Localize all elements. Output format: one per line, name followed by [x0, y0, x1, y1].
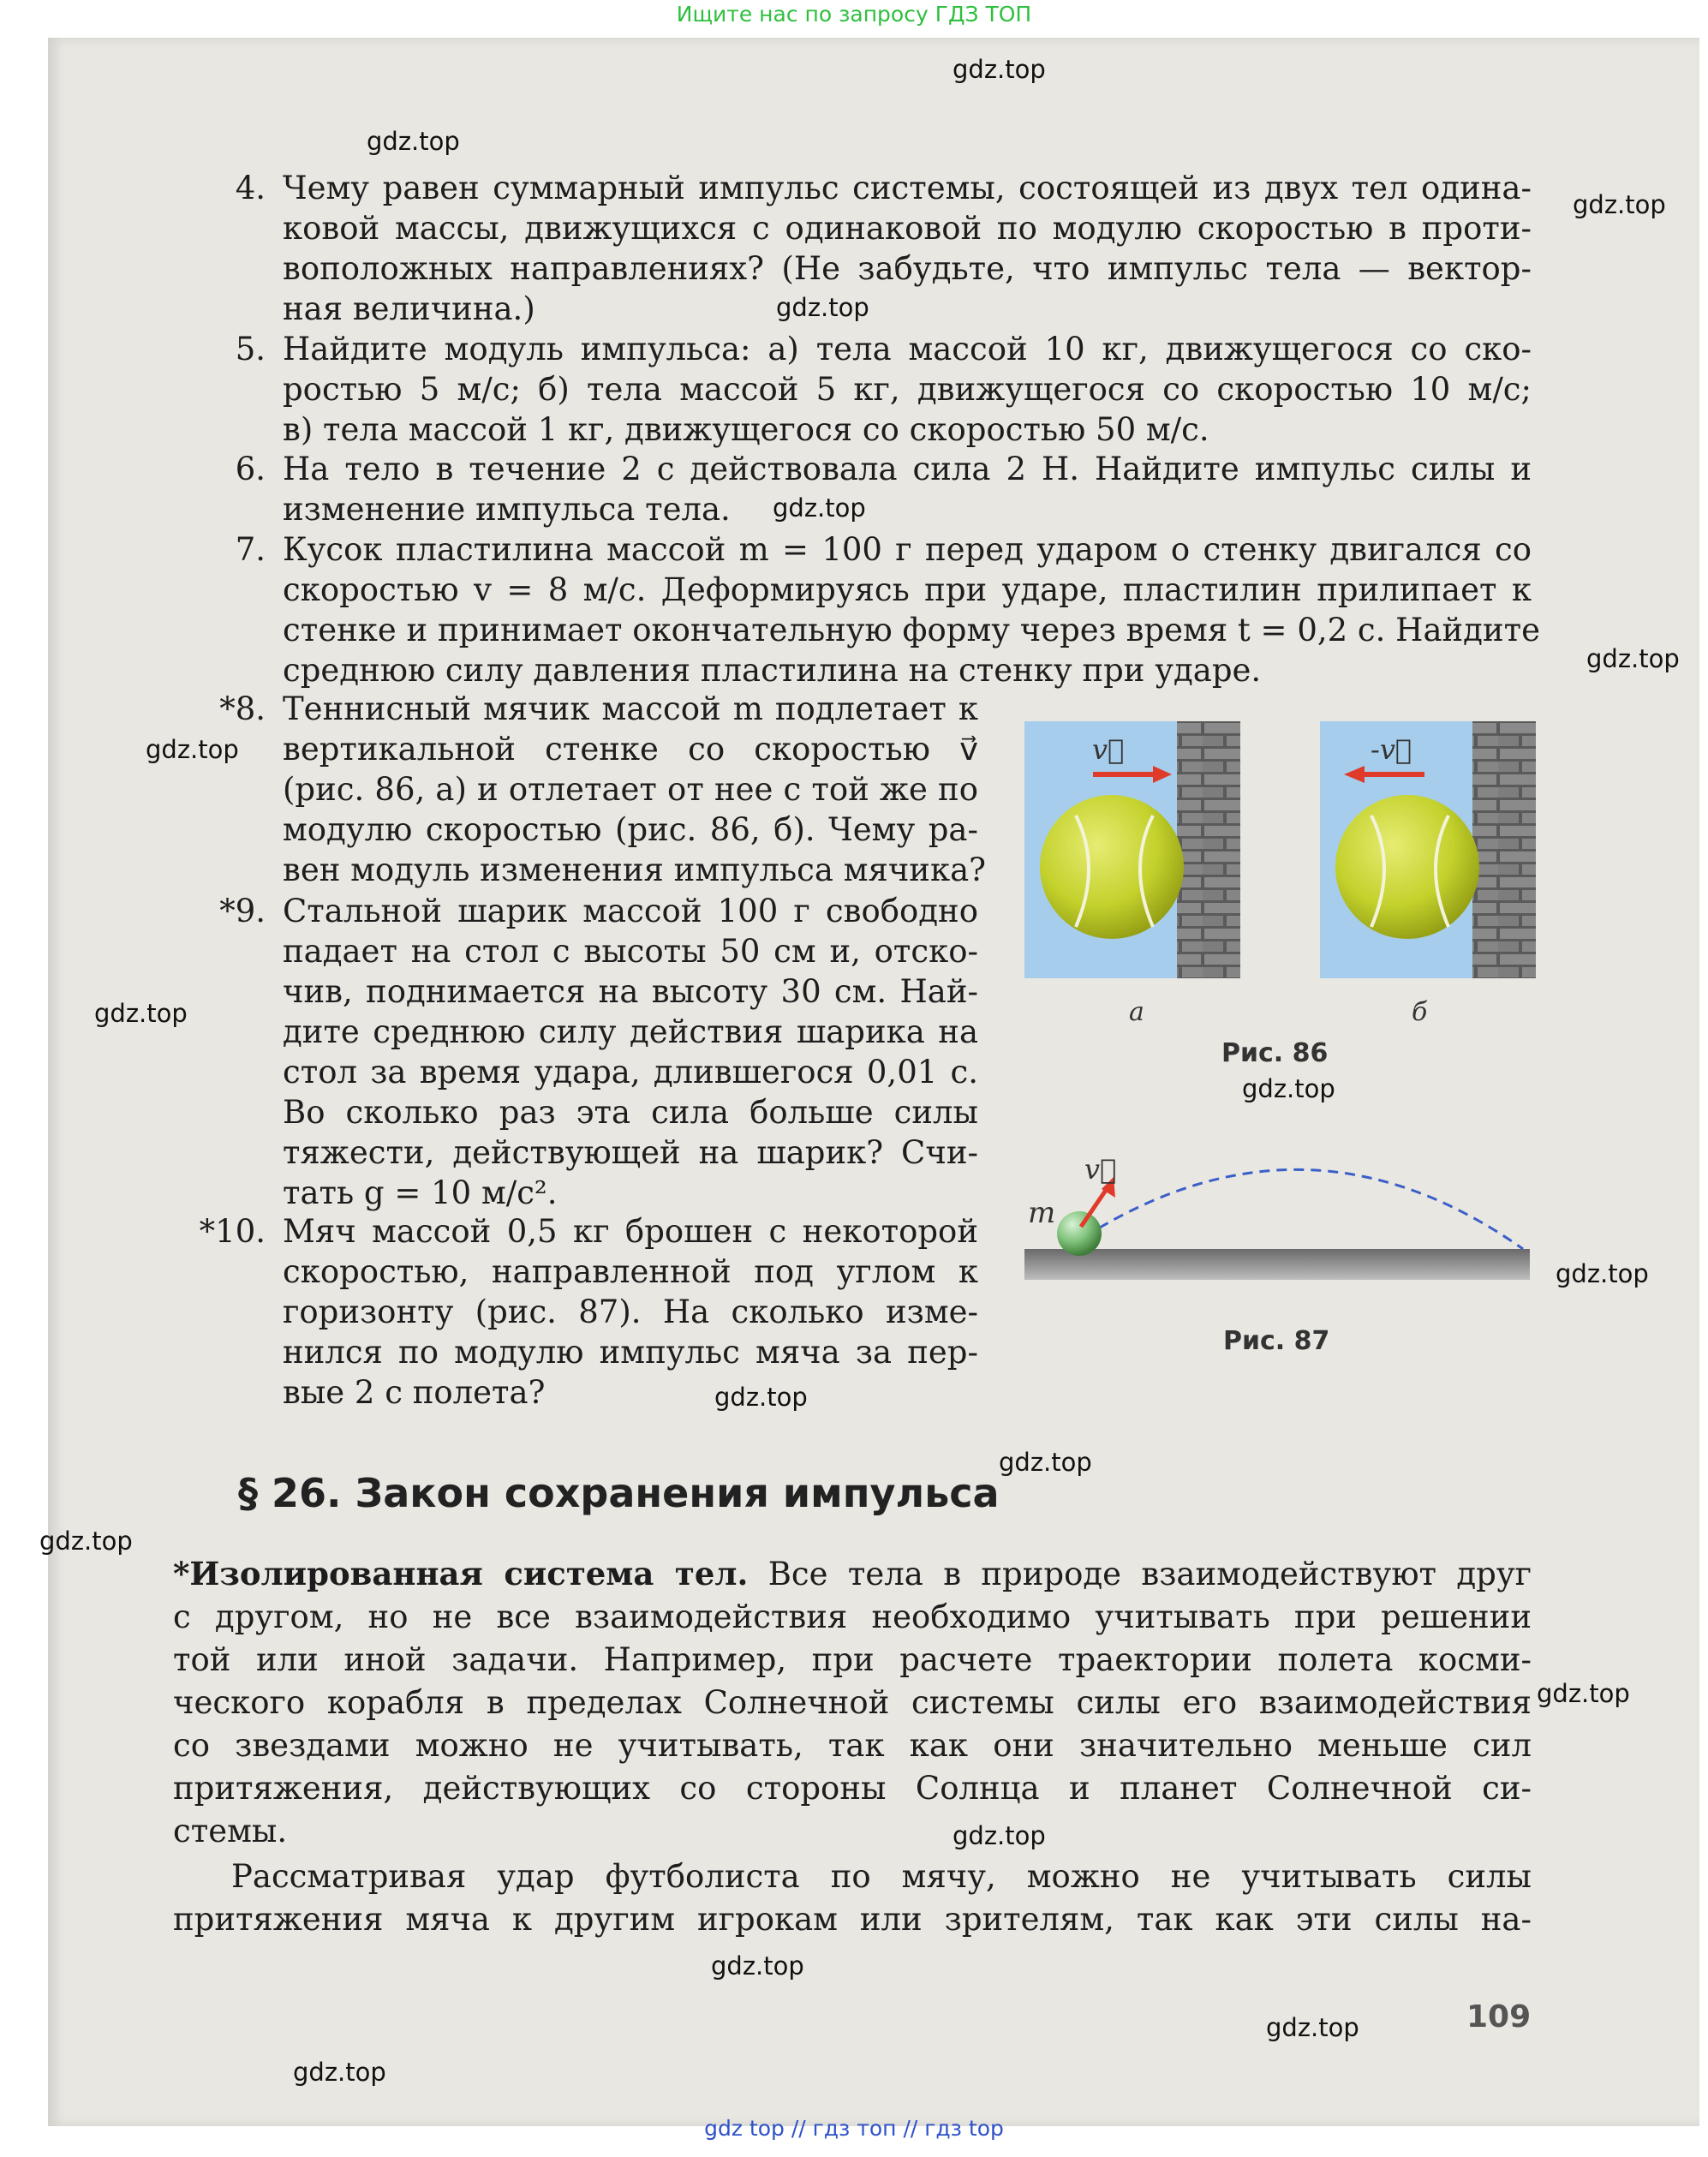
question-line: в) тела массой 1 кг, движущегося со скоростью 50 м/с. [283, 411, 1209, 448]
watermark: gdz.top [1573, 190, 1666, 219]
question-line: падает на стол с высоты 50 см и, отско- [283, 933, 978, 970]
question-line: вен модуль изменения импульса мячика? [283, 851, 986, 888]
watermark: gdz.top [711, 1951, 804, 1981]
mass-label: m [1028, 1196, 1056, 1230]
question-line: ная величина.) [283, 290, 535, 327]
watermark: gdz.top [39, 1527, 133, 1556]
ground [1024, 1249, 1530, 1280]
question-number: *9. [219, 893, 266, 929]
question-line: ковой массы, движущихся с одинаковой по модулю скоростью в проти- [283, 210, 1532, 247]
question-line: Теннисный мячик массой m подлетает к [283, 690, 978, 727]
watermark: gdz.top [953, 1821, 1046, 1850]
watermark: gdz.top [367, 127, 460, 156]
figure-86-caption: Рис. 86 [1221, 1038, 1329, 1068]
question-line: ростью 5 м/с; б) тела массой 5 кг, движущегося со скоростью 10 м/с; [283, 371, 1532, 408]
figure-86-panel-b [1320, 721, 1536, 978]
question-line: модулю скоростью (рис. 86, б). Чему ра- [283, 811, 978, 848]
watermark: gdz.top [293, 2058, 386, 2087]
section-heading: § 26. Закон сохранения импульса [238, 1470, 1000, 1516]
trajectory [1084, 1169, 1523, 1249]
question-line: стол за время удара, длившегося 0,01 с. [283, 1054, 978, 1090]
question-line: среднюю силу давления пластилина на стенку при ударе. [283, 652, 1262, 689]
paragraph-line: притяжения, действующих со стороны Солнца и планет Солнечной си- [173, 1770, 1532, 1807]
figure-86-panel-a [1024, 721, 1240, 978]
watermark: gdz.top [773, 493, 866, 523]
paragraph-line: ческого корабля в пределах Солнечной системы силы его взаимодействия [173, 1684, 1532, 1721]
question-line: воположных направлениях? (Не забудьте, что импульс тела — вектор- [283, 250, 1532, 287]
question-number: 6. [235, 451, 266, 487]
question-line: Во сколько раз эта сила больше силы [283, 1094, 978, 1131]
question-line: вертикальной стенке со скоростью v⃗ [283, 731, 978, 768]
tennis-ball [1040, 795, 1184, 939]
watermark: gdz.top [1242, 1074, 1335, 1103]
paragraph-line: с другом, но не все взаимодействия необходимо учитывать при решении [173, 1598, 1532, 1635]
question-line: скоростью, направленной под углом к [283, 1253, 978, 1290]
vector-label: v⃗ [1092, 733, 1125, 766]
question-line: тать g = 10 м/с². [283, 1174, 558, 1211]
bottom-banner[interactable]: gdz top // гдз топ // гдз top [704, 2116, 1004, 2141]
question-line: Найдите модуль импульса: а) тела массой 10 кг, движущегося со ско- [283, 331, 1532, 367]
paragraph-line: той или иной задачи. Например, при расчете траектории полета косми- [173, 1641, 1532, 1678]
question-number: 4. [235, 170, 266, 206]
question-line: Чему равен суммарный импульс системы, состоящей из двух тел одина- [283, 170, 1532, 206]
paragraph-line: со звездами можно не учитывать, так как они значительно меньше сил [173, 1727, 1532, 1764]
figure-87-caption: Рис. 87 [1223, 1326, 1330, 1356]
question-number: 7. [235, 531, 266, 568]
question-number: *8. [219, 690, 266, 727]
watermark: gdz.top [94, 999, 188, 1028]
paragraph [173, 1855, 1532, 1941]
question-line: изменение импульса тела. [283, 491, 731, 528]
question-line: (рис. 86, а) и отлетает от нее с той же по [283, 771, 978, 808]
ball [1057, 1211, 1102, 1256]
tennis-ball [1335, 795, 1479, 939]
question-line: Стальной шарик массой 100 г свободно [283, 893, 978, 929]
question-line: нился по модулю импульс мяча за пер- [283, 1334, 978, 1371]
question-line: скоростью v = 8 м/с. Деформируясь при ударе, пластилин прилипает к [283, 571, 1532, 608]
watermark: gdz.top [776, 293, 869, 322]
watermark: gdz.top [146, 735, 239, 764]
paragraph-line: притяжения мяча к другим игрокам или зрителям, так как эти силы на- [173, 1901, 1532, 1938]
watermark: gdz.top [1537, 1679, 1630, 1708]
question-line: тяжести, действующей на шарик? Счи- [283, 1134, 978, 1171]
question-line: чив, поднимается на высоту 30 см. Най- [283, 973, 978, 1010]
watermark: gdz.top [1266, 2013, 1359, 2042]
paragraph-line: стемы. [173, 1813, 288, 1849]
watermark: gdz.top [1556, 1259, 1649, 1288]
question-number: *10. [199, 1213, 266, 1250]
figure-86-label-a: а [1129, 997, 1144, 1027]
watermark: gdz.top [953, 55, 1046, 84]
vector-label: -v⃗ [1371, 733, 1412, 766]
question-line: стенке и принимает окончательную форму через время t = 0,2 с. Найдите [283, 612, 1540, 648]
top-banner[interactable]: Ищите нас по запросу ГДЗ ТОП [676, 2, 1032, 27]
question-line: Кусок пластилина массой m = 100 г перед ударом о стенку двигался со [283, 531, 1532, 568]
paragraph [173, 1552, 1532, 1853]
question-line: горизонту (рис. 87). На сколько изме- [283, 1294, 978, 1330]
watermark: gdz.top [714, 1383, 808, 1412]
page-number: 109 [1466, 1999, 1532, 2035]
question-line: вые 2 с полета? [283, 1374, 546, 1411]
paragraph-lead: *Изолированная система тел. [173, 1555, 749, 1592]
figure-86-label-b: б [1412, 997, 1428, 1027]
question-line: дите среднюю силу действия шарика на [283, 1013, 978, 1050]
paragraph-line: Все тела в природе взаимодействуют друг [748, 1556, 1532, 1592]
question-line: Мяч массой 0,5 кг брошен с некоторой [283, 1213, 978, 1250]
question-line: На тело в течение 2 с действовала сила 2 Н. Найдите импульс силы и [283, 451, 1532, 487]
watermark: gdz.top [1586, 644, 1680, 673]
paragraph-line: Рассматривая удар футболиста по мячу, можно не учитывать силы [231, 1858, 1532, 1895]
vector-label: v⃗ [1084, 1153, 1117, 1186]
question-number: 5. [235, 331, 266, 367]
watermark: gdz.top [999, 1448, 1092, 1477]
